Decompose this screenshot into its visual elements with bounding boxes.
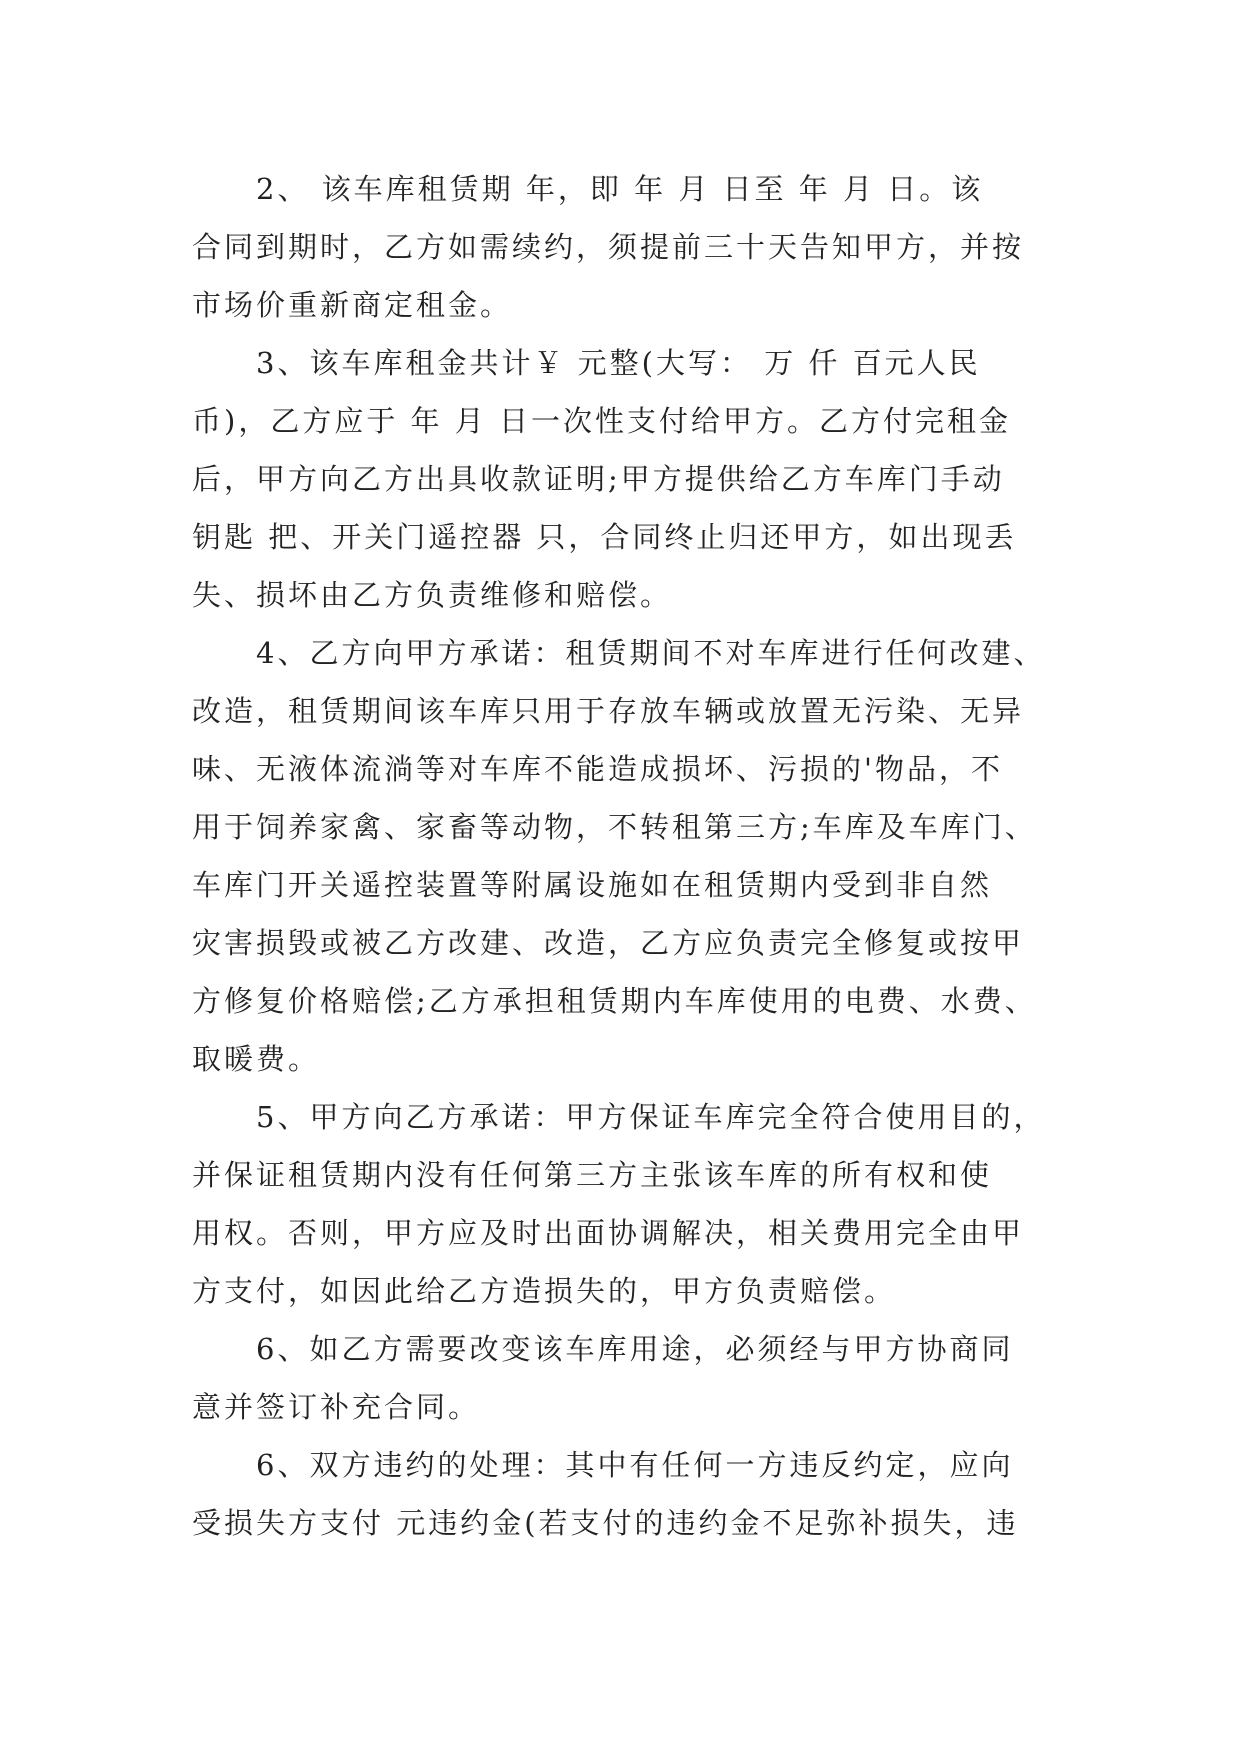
contract-body xyxy=(192,160,1072,1552)
clause-4-line-4: 用于饲养家禽、家畜等动物，不转租第三方;车库及车库门、 xyxy=(192,810,1037,844)
clause-4-line-8: 取暖费。 xyxy=(192,1042,321,1076)
clause-5-line-2: 并保证租赁期内没有任何第三方主张该车库的所有权和使 xyxy=(192,1158,993,1192)
clause-3-line-4: 钥匙 把、开关门遥控器 只，合同终止归还甲方，如出现丢 xyxy=(192,520,1017,554)
clause-3-line-1: 3、该车库租金共计￥ 元整(大写： 万 仟 百元人民 xyxy=(256,346,981,380)
clause-4-line-7: 方修复价格赔偿;乙方承担租赁期内车库使用的电费、水费、 xyxy=(192,984,1037,1018)
clause-6b-line-1: 6、双方违约的处理：其中有任何一方违反约定，应向 xyxy=(256,1448,1014,1482)
clause-5-line-4: 方支付，如因此给乙方造损失的，甲方负责赔偿。 xyxy=(192,1274,897,1308)
clause-3-line-2: 币)，乙方应于 年 月 日一次性支付给甲方。乙方付完租金 xyxy=(192,404,1011,438)
clause-4-line-6: 灾害损毁或被乙方改建、改造，乙方应负责完全修复或按甲 xyxy=(192,926,1025,960)
clause-6b-line-2: 受损失方支付 元违约金(若支付的违约金不足弥补损失，违 xyxy=(192,1506,1019,1540)
clause-5-line-3: 用权。否则，甲方应及时出面协调解决，相关费用完全由甲 xyxy=(192,1216,1025,1250)
clause-4-line-5: 车库门开关遥控装置等附属设施如在租赁期内受到非自然 xyxy=(192,868,993,902)
clause-6a-line-1: 6、如乙方需要改变该车库用途，必须经与甲方协商同 xyxy=(256,1332,1014,1366)
clause-4-line-1: 4、乙方向甲方承诺：租赁期间不对车库进行任何改建、 xyxy=(256,636,1046,670)
clause-3-line-5: 失、损坏由乙方负责维修和赔偿。 xyxy=(192,578,673,612)
clause-4-line-2: 改造，租赁期间该车库只用于存放车辆或放置无污染、无异 xyxy=(192,694,1025,728)
clause-2-line-1: 2、 该车库租赁期 年，即 年 月 日至 年 月 日。该 xyxy=(256,172,984,206)
clause-6a-line-2: 意并签订补充合同。 xyxy=(192,1390,481,1424)
clause-3-line-3: 后，甲方向乙方出具收款证明;甲方提供给乙方车库门手动 xyxy=(192,462,1005,496)
clause-2-line-3: 市场价重新商定租金。 xyxy=(192,288,513,322)
clause-5-line-1: 5、甲方向乙方承诺：甲方保证车库完全符合使用目的， xyxy=(256,1100,1046,1134)
clause-2-line-2: 合同到期时，乙方如需续约，须提前三十天告知甲方，并按 xyxy=(192,230,1025,264)
clause-4-line-3: 味、无液体流淌等对车库不能造成损坏、污损的'物品，不 xyxy=(192,752,1003,786)
